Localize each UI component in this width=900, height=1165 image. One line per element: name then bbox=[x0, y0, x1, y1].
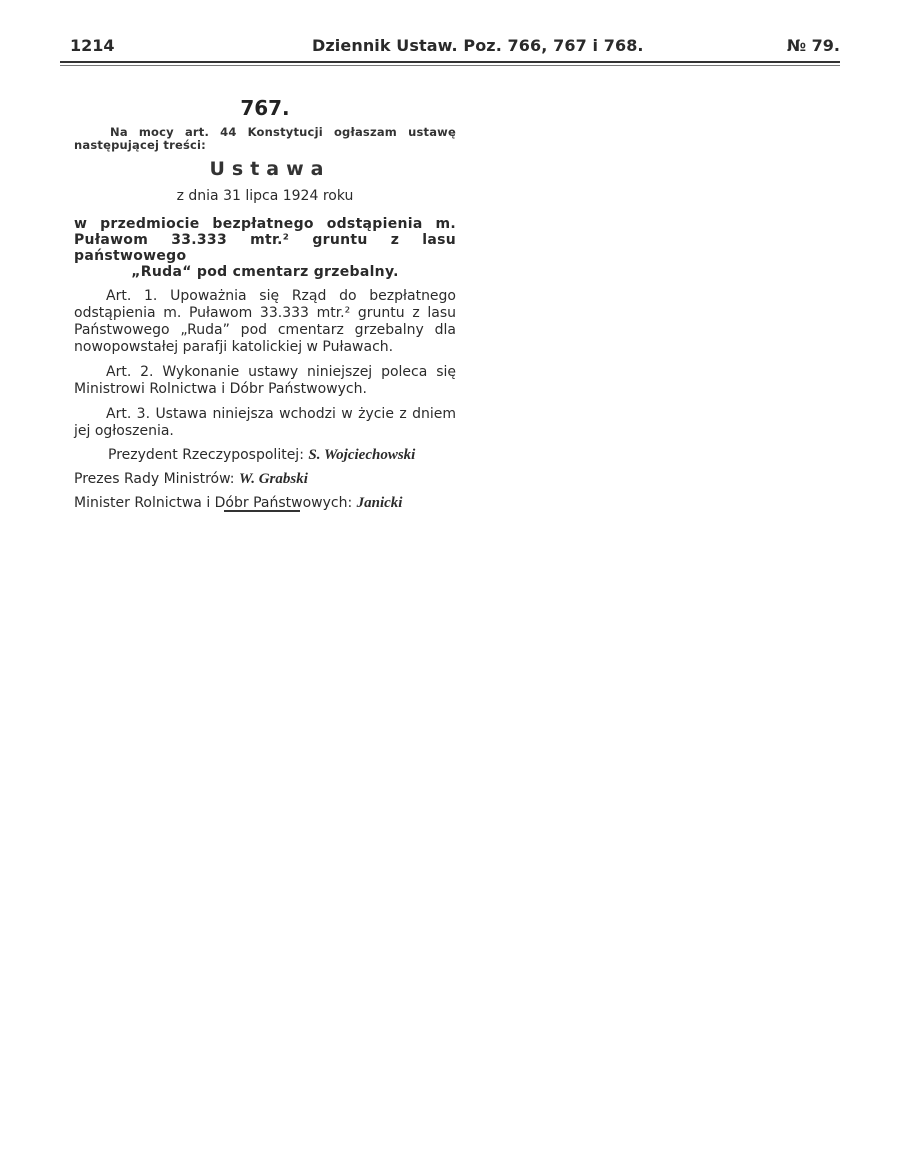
article-text: Wykonanie ustawy niniejszej poleca się Ministrowi Rolnictwa i Dóbr Państwowych. bbox=[74, 364, 456, 397]
issue-number: № 79. bbox=[786, 36, 840, 55]
header-rule bbox=[60, 61, 840, 63]
article-paragraph-1 bbox=[74, 288, 456, 356]
signature-prime-minister bbox=[74, 471, 456, 488]
article-text: Ustawa niniejsza wchodzi w życie z dniem jej ogłoszenia. bbox=[74, 406, 456, 439]
act-title-last: „Ruda“ pod cmentarz grzebalny. bbox=[131, 264, 399, 280]
proclamation: Na mocy art. 44 Konstytucji ogłaszam ustawę następującej treści: bbox=[74, 125, 456, 152]
running-header bbox=[60, 36, 840, 58]
signature-role: Minister Rolnictwa i Dóbr Państwowych: bbox=[74, 495, 353, 511]
journal-title: Dziennik Ustaw. Poz. 766, 767 i 768. bbox=[312, 36, 644, 55]
act-title bbox=[74, 216, 456, 280]
article bbox=[74, 96, 456, 512]
signature-role: Prezes Rady Ministrów: bbox=[74, 471, 235, 487]
article-paragraph-2 bbox=[74, 364, 456, 398]
article-label: Art. 3. bbox=[106, 406, 151, 422]
signature-name: W. Grabski bbox=[238, 471, 308, 487]
article-label: Art. 1. bbox=[106, 288, 158, 304]
header-rule-thin bbox=[60, 65, 840, 66]
article-paragraph-3 bbox=[74, 406, 456, 440]
signature-president bbox=[74, 447, 456, 464]
signature-role: Prezydent Rzeczypospolitej: bbox=[108, 447, 304, 463]
article-label: Art. 2. bbox=[106, 364, 154, 380]
act-type: Ustawa bbox=[209, 158, 331, 180]
signature-name: Janicki bbox=[356, 495, 403, 511]
page-number: 1214 bbox=[70, 36, 115, 55]
closing-rule bbox=[224, 510, 300, 512]
act-date: z dnia 31 lipca 1924 roku bbox=[176, 188, 354, 204]
signature-name: S. Wojciechowski bbox=[308, 447, 416, 463]
article-text: Upoważnia się Rząd do bezpłatnego odstąpienia m. Puławom 33.333 mtr.² gruntu z lasu Państwowego „Ruda” pod cmentarz grzebalny dla nowopowstałej parafji katolickiej w Puławach. bbox=[74, 288, 457, 355]
act-title-main: w przedmiocie bezpłatnego odstąpienia m. Puławom 33.333 mtr.² gruntu z lasu państwowego bbox=[74, 216, 456, 264]
position-number: 767. bbox=[240, 96, 290, 120]
